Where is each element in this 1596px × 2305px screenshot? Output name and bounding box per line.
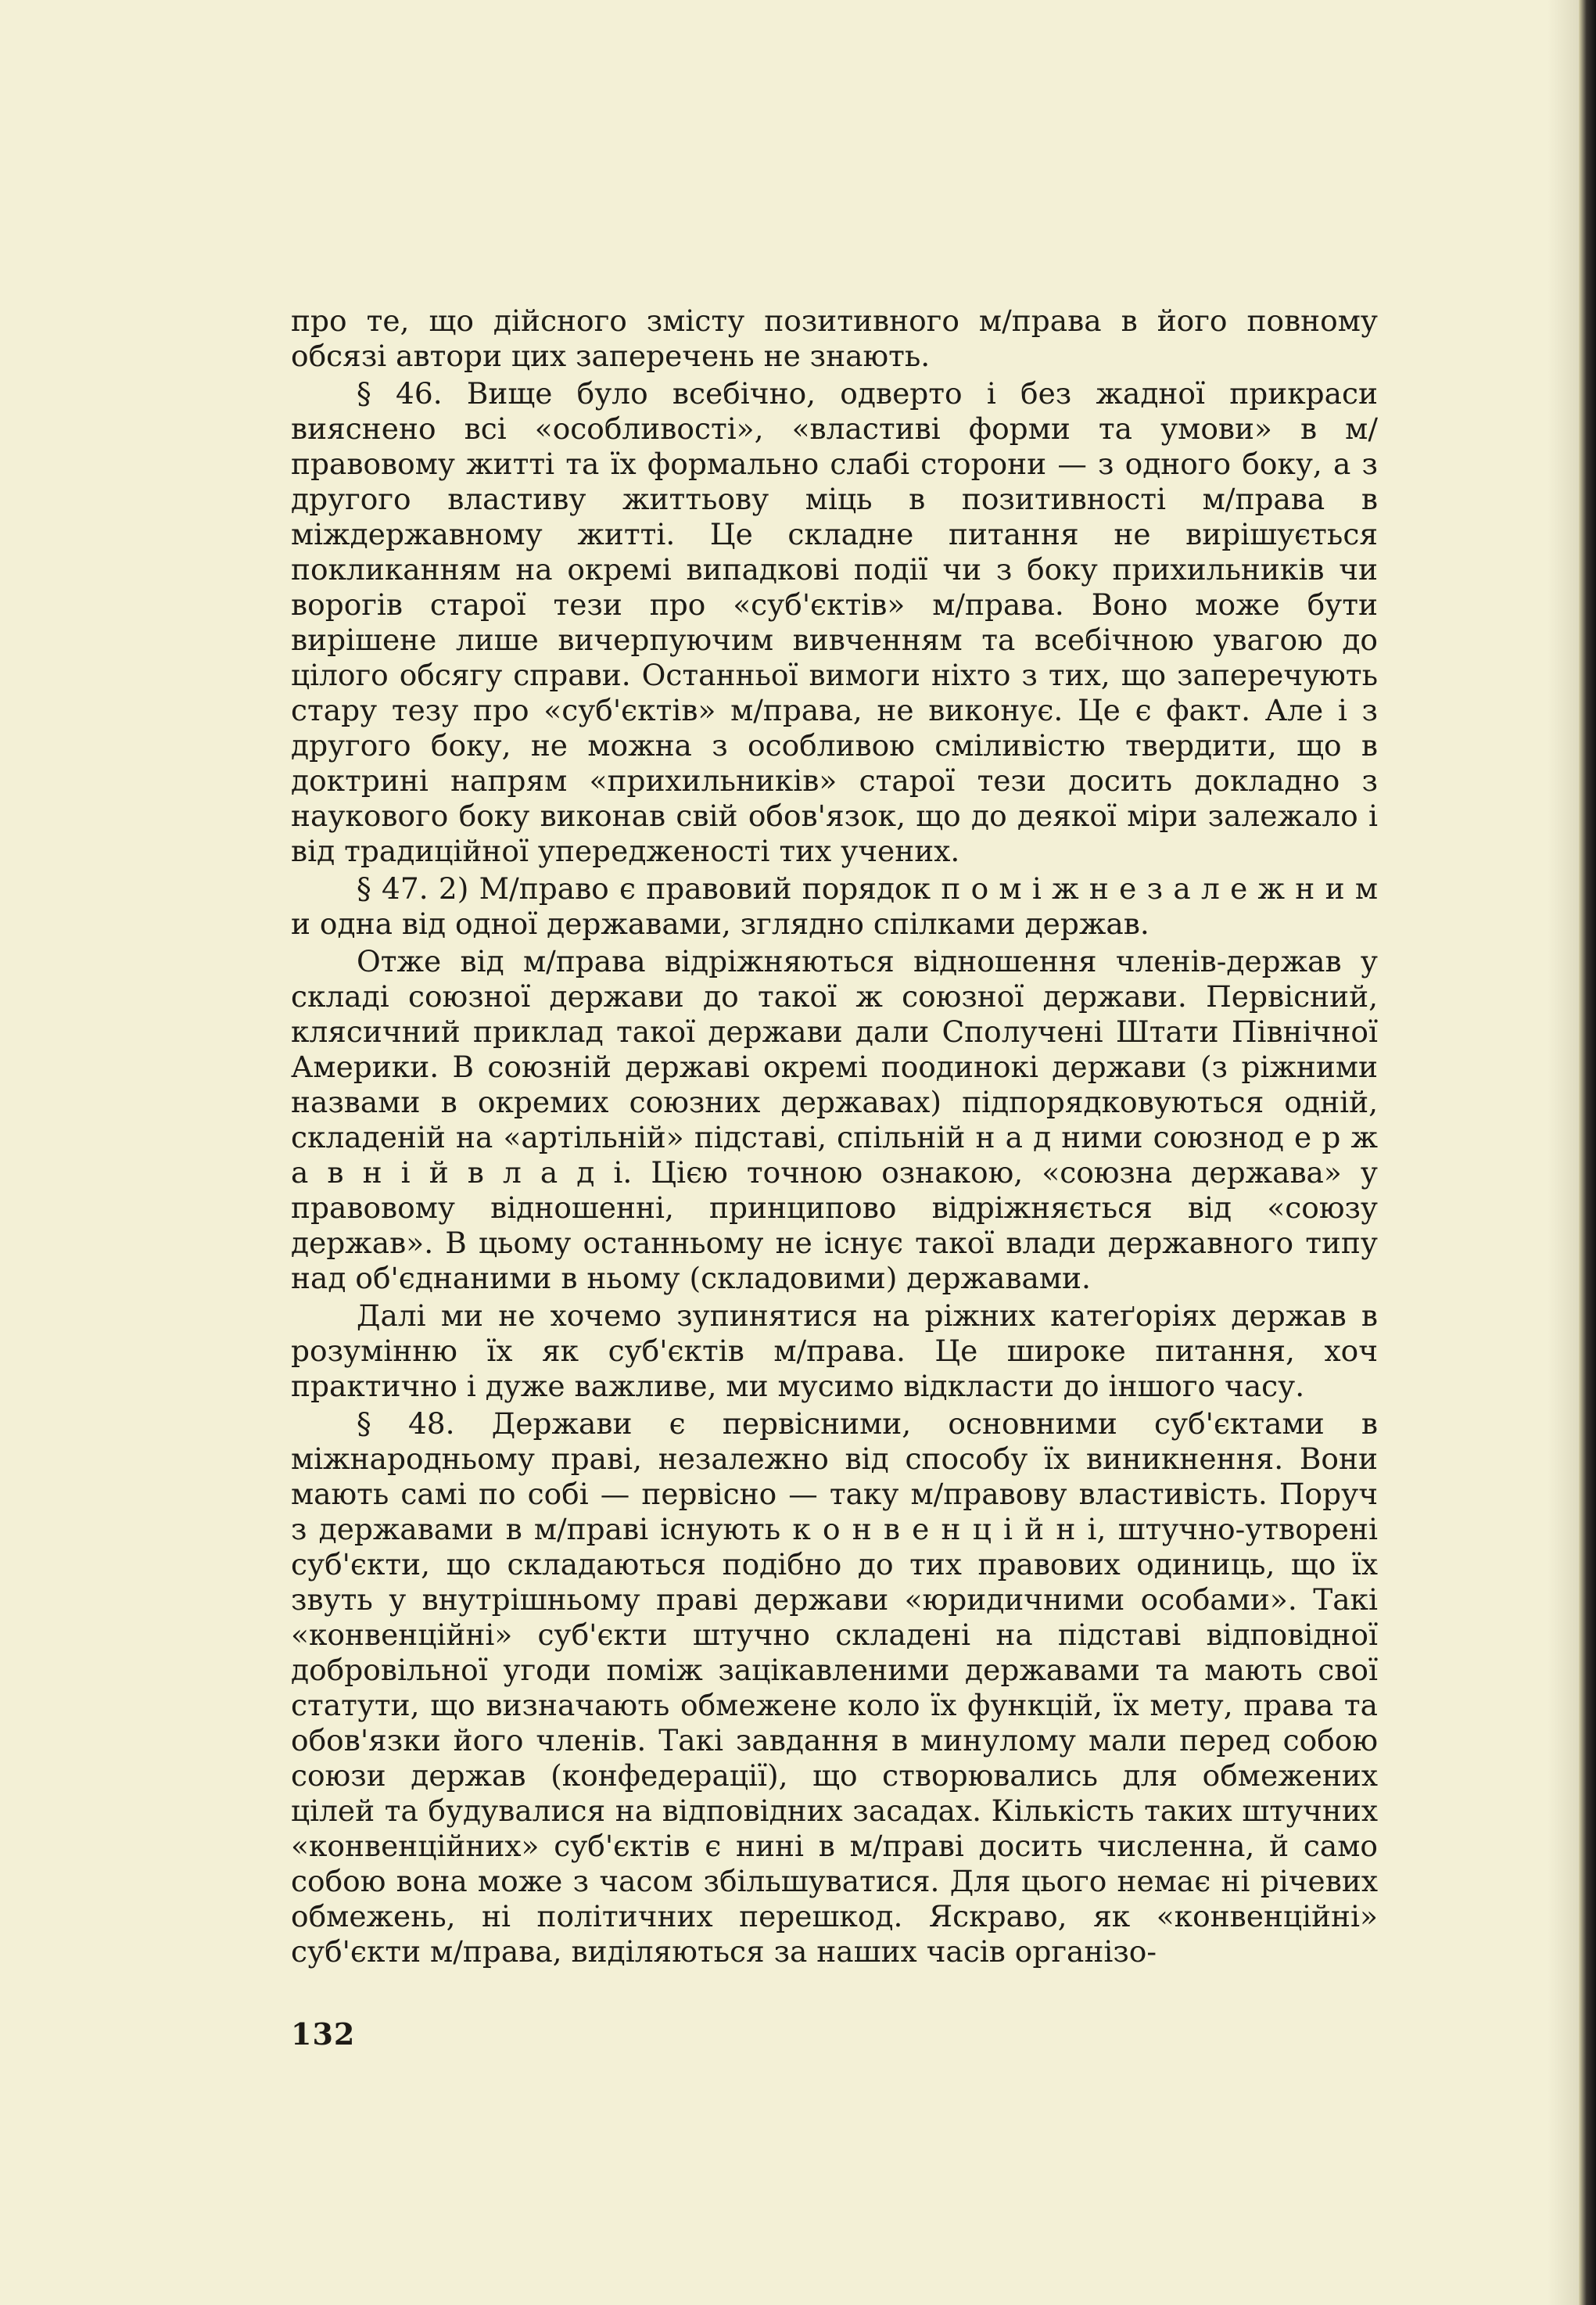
paragraph-section-47: § 47. 2) М/право є правовий порядок п о м і ж н е з а л е ж н и м и одна від одної державами, зглядно спілками держав. xyxy=(291,871,1378,941)
page-number: 132 xyxy=(291,2016,356,2052)
paragraph-continuation: про те, що дійсного змісту позитивного м/права в його повному обсязі автори цих заперечень не знають. xyxy=(291,303,1378,373)
body-text xyxy=(291,303,1378,1969)
book-spine-edge xyxy=(1579,0,1596,2305)
paragraph-state-categories: Далі ми не хочемо зупинятися на ріжних катеґоріях держав в розумінню їх як суб'єктів м/права. Це широке питання, хоч практично і дуже важливе, ми мусимо відкласти до іншого часу. xyxy=(291,1298,1378,1403)
page-edge-shadow xyxy=(1548,0,1579,2305)
paragraph-section-46: § 46. Вище було всебічно, одверто і без жадної прикраси вияснено всі «особливості», «властиві форми та умови» в м/правовому житті та їх формально слабі сторони — з одного боку, а з другого властиву життьову міць в позитивності м/права в міждержавному житті. Це складне питання не вирішується покликанням на окремі випадкові події чи з боку прихильників чи ворогів старої тези про «суб'єктів» м/права. Воно може бути вирішене лише вичерпуючим вивченням та всебічною увагою до цілого обсягу справи. Останньої вимоги ніхто з тих, що заперечують стару тезу про «суб'єктів» м/права, не виконує. Це є факт. Але і з другого боку, не можна з особливою сміливістю твердити, що в доктрині напрям «прихильників» старої тези досить докладно з наукового боку виконав свій обов'язок, що до деякої міри залежало і від традиційної упередженості тих учених. xyxy=(291,376,1378,868)
paragraph-federal-state: Отже від м/права відріжняються відношення членів-держав у складі союзної держави до такої ж союзної держави. Первісний, клясичний приклад такої держави дали Сполучені Штати Північної Америки. В союзній державі окремі поодинокі держави (з ріжними назвами в окремих союзних державах) підпорядковуються одній, складеній на «артільній» підставі, спільній н а д ними союзнод е р ж а в н і й в л а д і. Цією точною ознакою, «союзна держава» у правовому відношенні, принципово відріжняється від «союзу держав». В цьому останньому не існує такої влади державного типу над об'єднаними в ньому (складовими) державами. xyxy=(291,944,1378,1295)
paragraph-section-48: § 48. Держави є первісними, основними суб'єктами в міжнародньому праві, незалежно від способу їх виникнення. Вони мають самі по собі — первісно — таку м/правову властивість. Поруч з державами в м/праві існують к о н в е н ц і й н і, штучно-утворені суб'єкти, що складаються подібно до тих правових одиниць, що їх звуть у внутрішньому праві держави «юридичними особами». Такі «конвенційні» суб'єкти штучно складені на підставі відповідної добровільної угоди поміж зацікавленими державами та мають свої статути, що визначають обмежене коло їх функцій, їх мету, права та обов'язки його членів. Такі завдання в минулому мали перед собою союзи держав (конфедерації), що створювались для обмежених цілей та будувалися на відповідних засадах. Кількість таких штучних «конвенційних» суб'єктів є нині в м/праві досить численна, й само собою вона може з часом збільшуватися. Для цього немає ні річевих обмежень, ні політичних перешкод. Яскраво, як «конвенційні» суб'єкти м/права, виділяються за наших часів організо- xyxy=(291,1406,1378,1969)
